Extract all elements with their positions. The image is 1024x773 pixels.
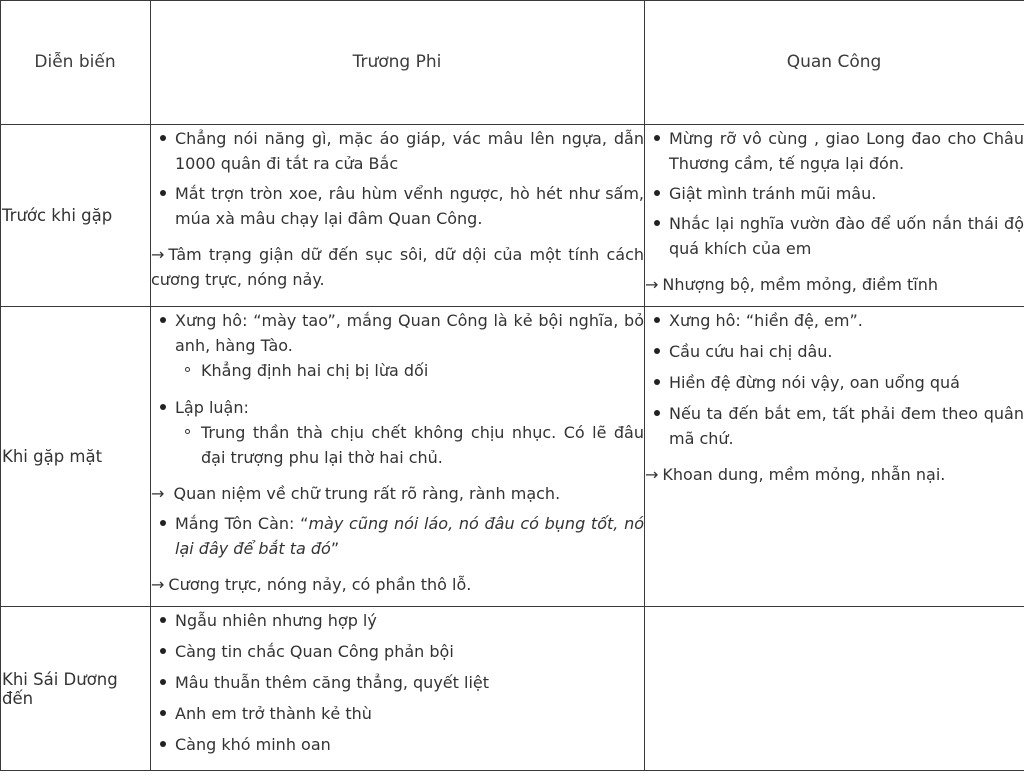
- list-item: [151, 308, 644, 358]
- bullet-icon: [654, 379, 660, 385]
- list-item: [151, 732, 644, 757]
- list-item-text: Giật mình tránh mũi mâu.: [669, 184, 877, 203]
- list-item: [151, 395, 644, 420]
- header-quan-cong: Quan Công: [786, 52, 882, 72]
- cell-quan-cong-truoc: [645, 126, 1024, 297]
- bullet-list: [151, 608, 644, 757]
- list-item-text: Anh em trở thành kẻ thù: [175, 704, 372, 723]
- list-item-text: Càng khó minh oan: [175, 735, 331, 754]
- bullet-icon: [654, 135, 660, 141]
- cell-quan-cong-gap-mat: [645, 308, 1024, 487]
- row-label-truoc-khi-gap: Trước khi gặp: [2, 206, 113, 225]
- arrow-right-icon: →: [645, 465, 659, 484]
- mid-conclusion: [151, 481, 644, 506]
- list-item-text: Càng tin chắc Quan Công phản bội: [175, 642, 454, 661]
- bullet-icon: [160, 317, 166, 323]
- conclusion-text: Khoan dung, mềm mỏng, nhẫn nại.: [662, 465, 946, 484]
- bullet-icon: [160, 135, 166, 141]
- list-item-text: [175, 511, 644, 561]
- bullet-icon: [160, 190, 166, 196]
- list-item: [645, 370, 1024, 395]
- list-item: [151, 181, 644, 231]
- list-item: [151, 701, 644, 726]
- bullet-list: [151, 308, 644, 470]
- list-item: [645, 211, 1024, 261]
- row-divider-header: [0, 124, 1024, 125]
- conclusion-text: Quan niệm về chữ trung rất rõ ràng, rành mạch.: [168, 484, 561, 503]
- conclusion: [645, 272, 1024, 297]
- cell-truong-phi-truoc: [151, 126, 644, 292]
- list-item: [645, 308, 1024, 333]
- cell-quan-cong-sai-duong: [645, 608, 1024, 770]
- conclusion: [151, 572, 644, 597]
- bullet-icon: [160, 648, 166, 654]
- list-item-text: Lập luận:: [175, 398, 249, 417]
- quote-prefix: Mắng Tôn Càn: “: [175, 514, 309, 533]
- list-item-text: Xưng hô: “hiền đệ, em”.: [669, 311, 863, 330]
- list-item-text: Xưng hô: “mày tao”, mắng Quan Công là kẻ bội nghĩa, bỏ anh, hàng Tào.: [175, 311, 644, 355]
- row-label-khi-gap-mat: Khi gặp mặt: [2, 447, 103, 466]
- bullet-icon: [160, 741, 166, 747]
- bullet-icon: [160, 679, 166, 685]
- list-item-text: Mâu thuẫn thêm căng thẳng, quyết liệt: [175, 673, 489, 692]
- row-label-khi-sai-duong-den: Khi Sái Dương đến: [2, 669, 118, 708]
- conclusion: [151, 242, 644, 292]
- list-item: [151, 670, 644, 695]
- list-item-text: Ngẫu nhiên nhưng hợp lý: [175, 611, 377, 630]
- list-item: [645, 401, 1024, 451]
- bullet-icon: [654, 348, 660, 354]
- list-item-text: Khẳng định hai chị bị lừa dối: [201, 361, 429, 380]
- hollow-bullet-icon: [185, 429, 190, 434]
- cell-truong-phi-sai-duong: [151, 608, 644, 757]
- bullet-list: [151, 126, 644, 231]
- list-item: [151, 608, 644, 633]
- conclusion-text: Tâm trạng giận dữ đến sục sôi, dữ dội của một tính cách cương trực, nóng nảy.: [151, 245, 644, 289]
- sub-list-item: [151, 358, 644, 383]
- bullet-list: [151, 511, 644, 561]
- list-item: [645, 126, 1024, 176]
- list-item: [151, 639, 644, 664]
- cell-truong-phi-gap-mat: [151, 308, 644, 597]
- quote-suffix: ”: [330, 539, 340, 558]
- arrow-right-icon: →: [151, 484, 165, 503]
- bullet-icon: [160, 520, 166, 526]
- list-item: [151, 511, 644, 561]
- conclusion-text: Cương trực, nóng nảy, có phần thô lỗ.: [168, 575, 472, 594]
- row-divider-2: [0, 606, 1024, 607]
- conclusion-text: Nhượng bộ, mềm mỏng, điềm tĩnh: [662, 275, 939, 294]
- conclusion: [645, 462, 1024, 487]
- list-item-text: Mừng rỡ vô cùng , giao Long đao cho Châu Thương cầm, tế ngựa lại đón.: [669, 129, 1024, 173]
- hollow-bullet-icon: [185, 367, 190, 372]
- list-item-text: Trung thần thà chịu chết không chịu nhục. Có lẽ đâu đại trượng phu lại thờ hai chủ.: [201, 423, 644, 467]
- quote-text: mày cũng nói láo, nó đâu có bụng tốt, nó lại đây để bắt ta đó: [175, 514, 644, 558]
- arrow-right-icon: →: [151, 245, 165, 264]
- bullet-icon: [160, 617, 166, 623]
- list-item-text: Mắt trợn tròn xoe, râu hùm vểnh ngược, hò hét như sấm, múa xà mâu chạy lại đâm Quan Công.: [175, 184, 644, 228]
- arrow-right-icon: →: [151, 575, 165, 594]
- table-border-bottom: [0, 770, 1024, 771]
- list-item: [151, 126, 644, 176]
- bullet-list: [645, 308, 1024, 451]
- bullet-icon: [160, 404, 166, 410]
- bullet-icon: [160, 710, 166, 716]
- header-truong-phi: Trương Phi: [352, 52, 442, 72]
- bullet-icon: [654, 220, 660, 226]
- list-item-text: Chẳng nói năng gì, mặc áo giáp, vác mâu lên ngựa, dẫn 1000 quân đi tắt ra cửa Bắc: [175, 129, 644, 173]
- bullet-icon: [654, 190, 660, 196]
- list-item: [645, 181, 1024, 206]
- list-item-text: Nhắc lại nghĩa vườn đào để uốn nắn thái độ quá khích của em: [669, 214, 1024, 258]
- row-divider-1: [0, 306, 1024, 307]
- list-item: [645, 339, 1024, 364]
- list-item-text: Nếu ta đến bắt em, tất phải đem theo quân mã chứ.: [669, 404, 1024, 448]
- sub-list-item: [151, 420, 644, 470]
- bullet-list: [645, 126, 1024, 261]
- list-item-text: Hiền đệ đừng nói vậy, oan uổng quá: [669, 373, 960, 392]
- bullet-icon: [654, 410, 660, 416]
- list-item-text: Cầu cứu hai chị dâu.: [669, 342, 833, 361]
- arrow-right-icon: →: [645, 275, 659, 294]
- header-dien-bien: Diễn biến: [34, 52, 116, 72]
- bullet-icon: [654, 317, 660, 323]
